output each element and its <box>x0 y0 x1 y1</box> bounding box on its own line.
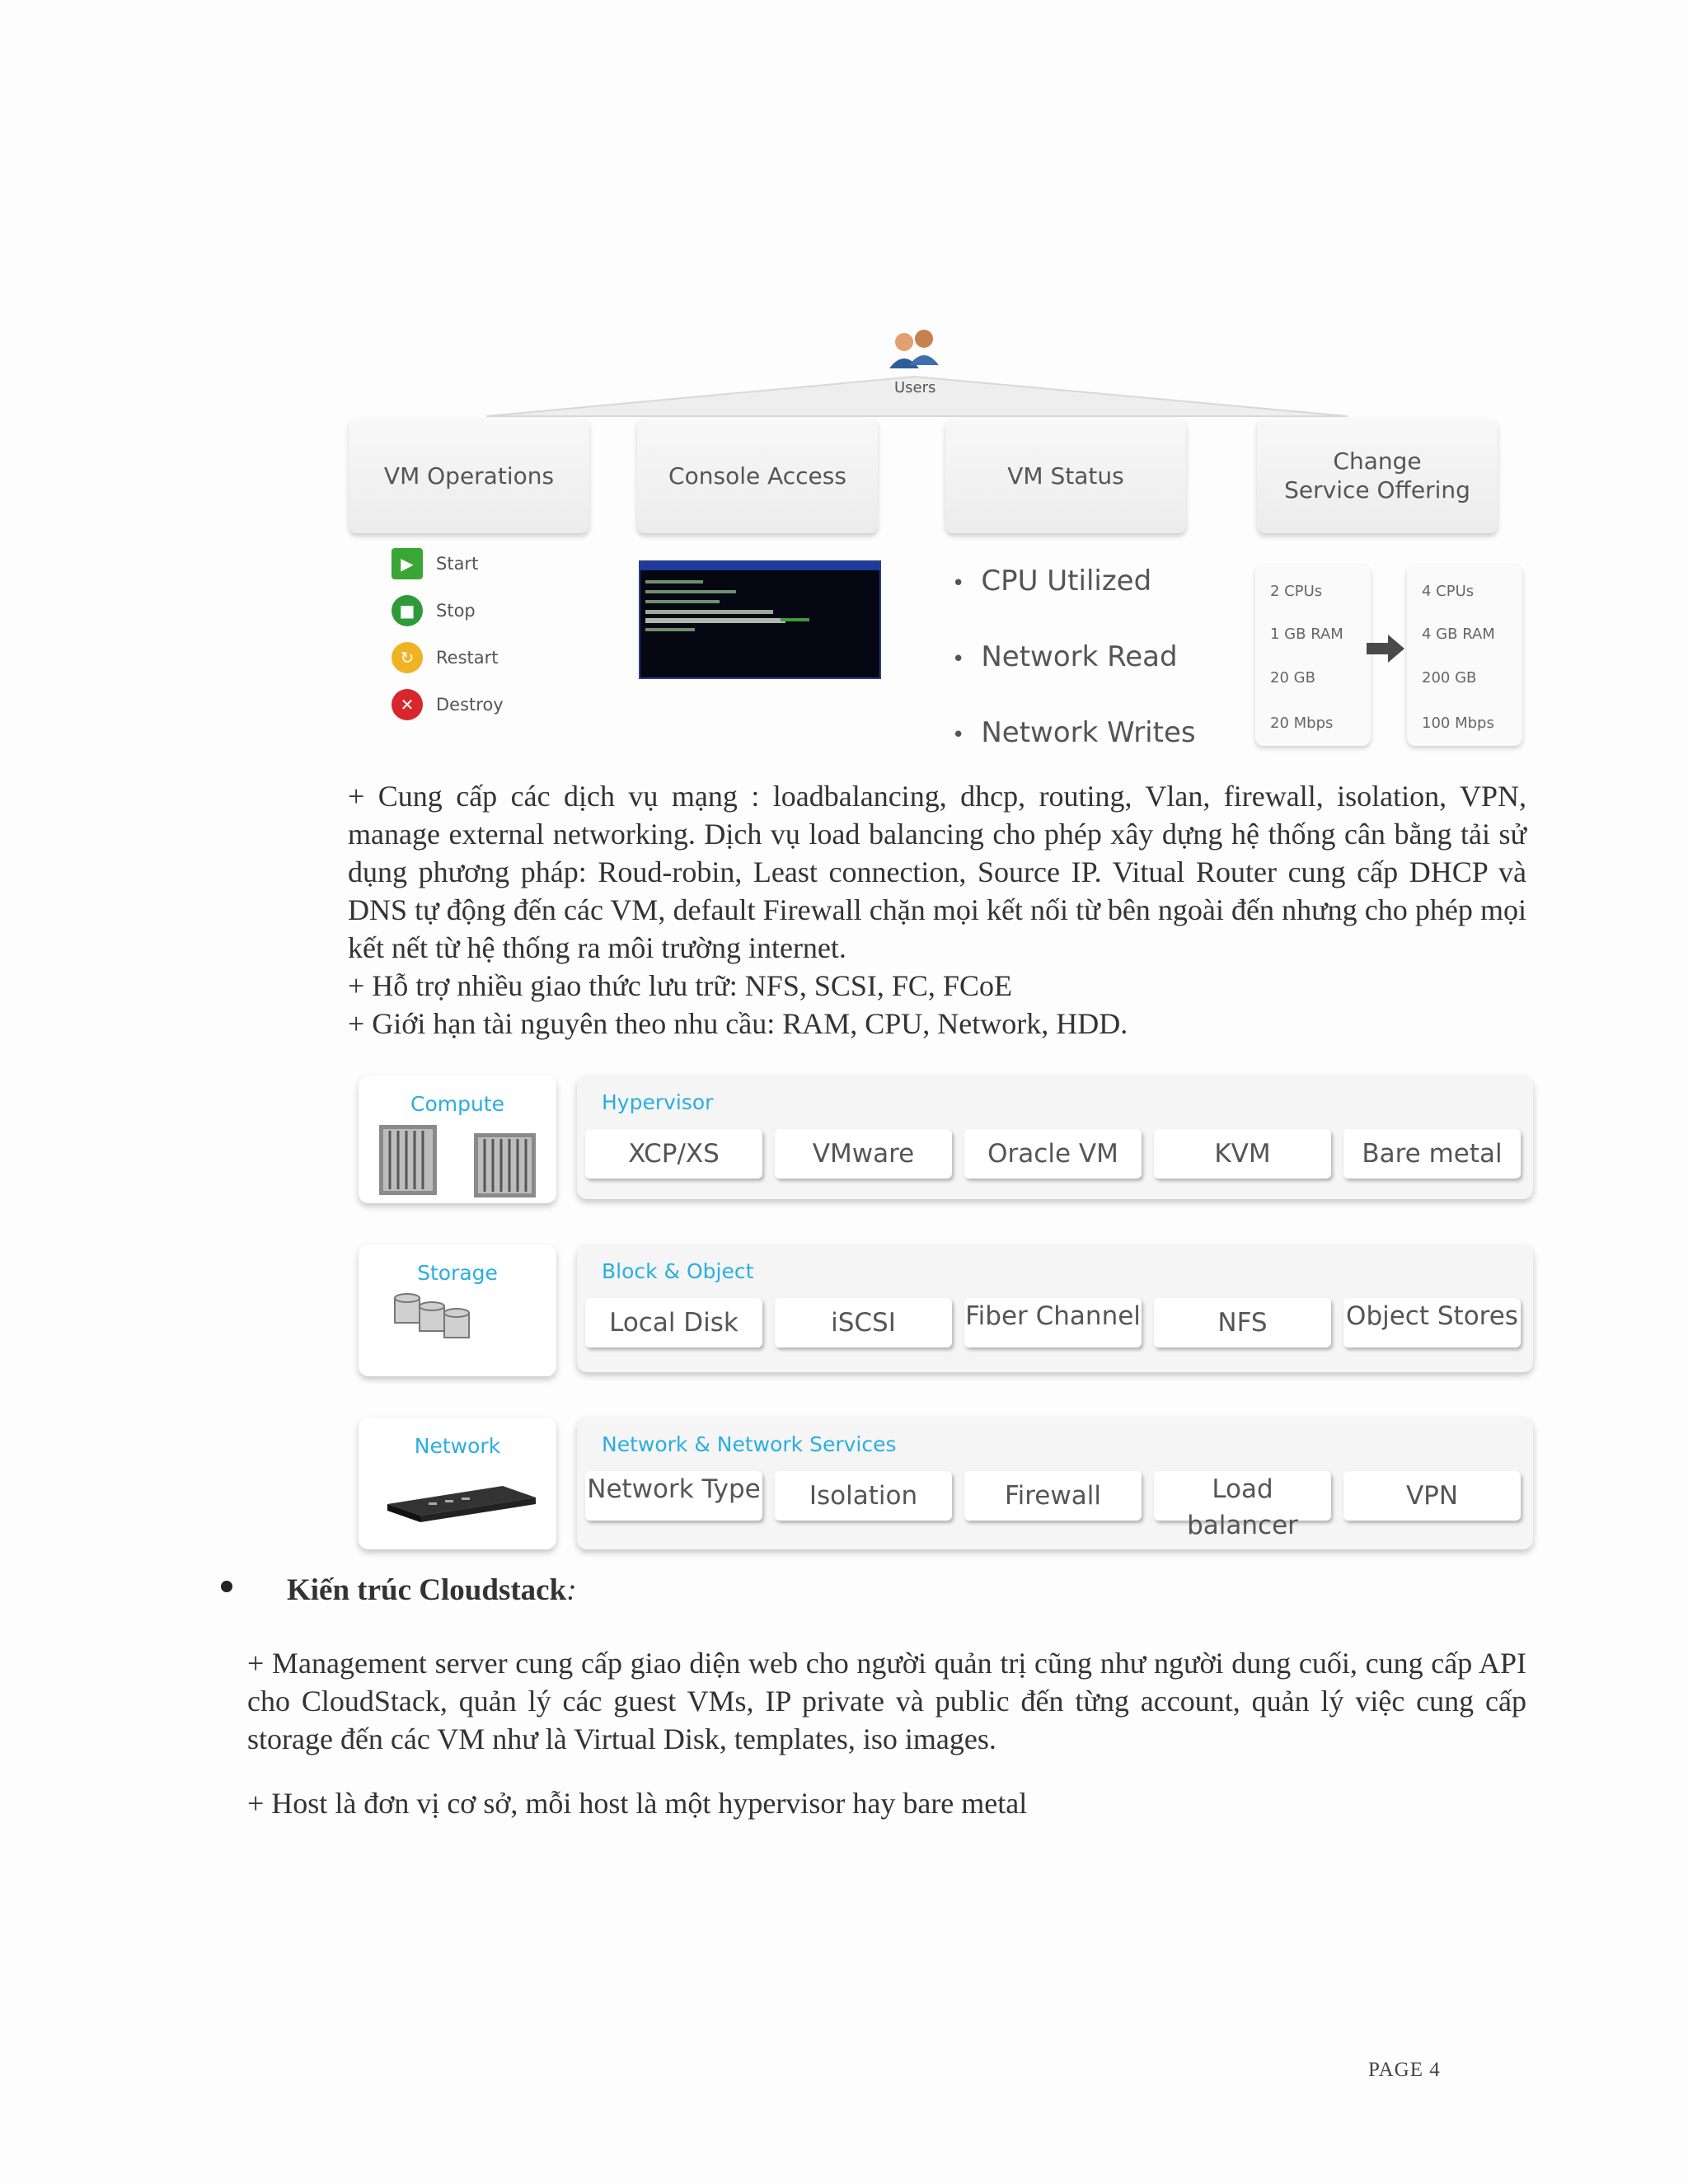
block-object-panel <box>577 1244 1533 1372</box>
tile-network-type: Network Type <box>585 1471 762 1521</box>
network-label: Network <box>414 1434 501 1458</box>
database-icon <box>392 1290 482 1343</box>
compute-label: Compute <box>410 1092 504 1116</box>
server-rack-icon <box>375 1121 548 1199</box>
op-stop <box>392 595 476 626</box>
tile-oracle-vm: Oracle VM <box>964 1129 1142 1179</box>
spec-line: 100 Mbps <box>1422 715 1494 732</box>
tile-vmware: VMware <box>775 1129 952 1179</box>
spec-line: 20 Mbps <box>1270 715 1334 732</box>
vm-operations-box: VM Operations <box>349 418 589 533</box>
console-text-icon <box>640 562 879 677</box>
tile-kvm: KVM <box>1154 1129 1331 1179</box>
offering-to-box <box>1407 565 1522 746</box>
op-destroy <box>392 689 504 720</box>
storage-card <box>359 1244 556 1376</box>
stop-icon: ■ <box>392 595 423 626</box>
play-icon: ▶ <box>392 548 423 579</box>
tile-vpn: VPN <box>1343 1471 1521 1521</box>
tile-local-disk: Local Disk <box>585 1298 762 1347</box>
section-heading-colon: : <box>566 1573 577 1607</box>
destroy-icon: ✕ <box>392 689 423 720</box>
op-label: Stop <box>436 601 476 621</box>
network-services-label: Network & Network Services <box>602 1432 897 1456</box>
op-start <box>392 548 478 579</box>
network-services-panel <box>577 1418 1533 1549</box>
block-object-label: Block & Object <box>602 1259 754 1283</box>
compute-card <box>359 1076 556 1203</box>
bullet-dot <box>221 1581 232 1592</box>
cloudstack-features-diagram <box>342 326 1512 762</box>
op-label: Restart <box>436 648 499 668</box>
tile-iscsi: iSCSI <box>775 1298 952 1347</box>
spec-line: 4 GB RAM <box>1422 626 1495 643</box>
resource-limits-paragraph: + Giới hạn tài nguyên theo nhu cầu: RAM, CPU, Network, HDD. <box>348 1007 1128 1040</box>
tile-firewall: Firewall <box>964 1471 1142 1521</box>
network-services-paragraph: + Cung cấp các dịch vụ mạng : loadbalancing, dhcp, routing, Vlan, firewall, isolation, VPN, manage external networking. Dịch vụ load balancing cho phép xây dựng hệ thống cân bằng tải sử dụng phương pháp: Roud-robin, Least connection, Source IP. Vitual Router cung cấp DHCP và DNS tự động đến các VM, default Firewall chặn mọi kết nối từ bên ngoài đến nhưng cho phép mọi kết nết từ hệ thống ra môi trường internet. <box>348 780 1526 964</box>
status-network-read: • Network Read <box>952 640 1178 673</box>
section-heading-text: Kiến trúc Cloudstack <box>287 1573 567 1607</box>
hypervisor-label: Hypervisor <box>602 1090 714 1114</box>
storage-label: Storage <box>417 1261 498 1285</box>
tile-fiber-channel: Fiber Channel <box>964 1298 1142 1347</box>
tile-object-stores: Object Stores <box>1343 1298 1521 1347</box>
tile-bare-metal: Bare metal <box>1343 1129 1521 1179</box>
status-cpu: • CPU Utilized <box>952 565 1151 598</box>
spec-line: 1 GB RAM <box>1270 626 1343 643</box>
management-server-paragraph: + Management server cung cấp giao diện web cho người quản trị cũng như người dung cuối, cung cấp API cho CloudStack, quản lý các guest VMs, IP private và public đến từng account, quản lý việc cung cấp storage đến các VM như là Virtual Disk, templates, iso images. <box>247 1647 1526 1755</box>
cloudstack-infrastructure-diagram <box>359 1076 1537 1558</box>
spec-line: 2 CPUs <box>1270 583 1323 600</box>
users-icon <box>886 326 944 375</box>
tile-load-balancer: Load balancer <box>1154 1471 1331 1521</box>
op-restart <box>392 642 498 673</box>
console-access-box: Console Access <box>637 418 878 533</box>
users-label: Users <box>894 379 936 396</box>
restart-icon: ↻ <box>392 642 423 673</box>
op-label: Start <box>436 554 479 574</box>
op-label: Destroy <box>436 695 504 715</box>
section-heading <box>287 1572 577 1608</box>
arrow-right-icon <box>1367 635 1406 663</box>
vm-status-box: VM Status <box>945 418 1186 533</box>
network-switch-icon <box>379 1479 544 1529</box>
change-service-offering-box: Change Service Offering <box>1257 418 1498 533</box>
status-network-writes: • Network Writes <box>952 716 1196 749</box>
console-screenshot <box>639 560 881 679</box>
host-paragraph: + Host là đơn vị cơ sở, mỗi host là một hypervisor hay bare metal <box>247 1787 1028 1820</box>
spec-line: 20 GB <box>1270 669 1315 687</box>
tile-nfs: NFS <box>1154 1298 1331 1347</box>
offering-from-box <box>1255 565 1371 746</box>
spec-line: 200 GB <box>1422 669 1477 687</box>
storage-protocols-paragraph: + Hỗ trợ nhiều giao thức lưu trữ: NFS, SCSI, FC, FCoE <box>348 969 1012 1002</box>
tile-xcp-xs: XCP/XS <box>585 1129 762 1179</box>
tile-isolation: Isolation <box>775 1471 952 1521</box>
spec-line: 4 CPUs <box>1422 583 1475 600</box>
network-card <box>359 1418 556 1549</box>
hypervisor-panel <box>577 1076 1533 1199</box>
page-number: PAGE 4 <box>1368 2059 1441 2081</box>
